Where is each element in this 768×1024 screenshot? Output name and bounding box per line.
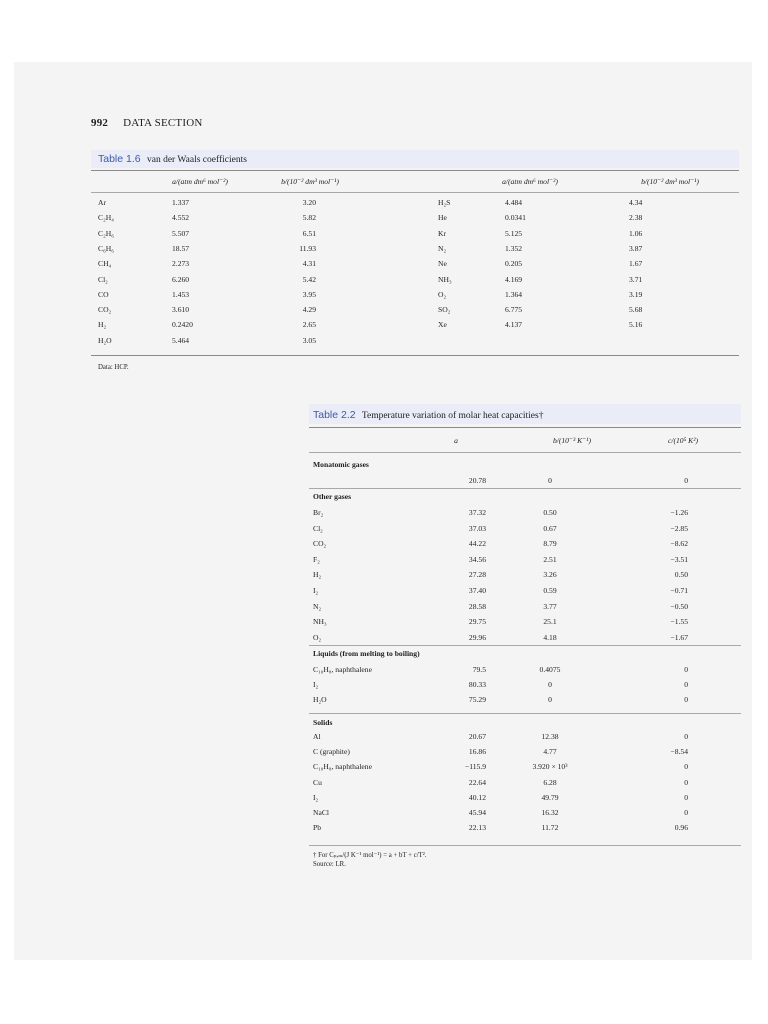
value-b: 0 bbox=[548, 680, 552, 689]
column-header-a: a bbox=[454, 436, 458, 445]
section-rule bbox=[309, 713, 741, 714]
value-c: 0 bbox=[684, 792, 688, 802]
value-b: 3.87 bbox=[629, 243, 643, 253]
value-c: 0 bbox=[684, 777, 688, 787]
table-rule bbox=[91, 170, 739, 171]
value-a: 22.64 bbox=[468, 777, 486, 787]
value-c: −8.62 bbox=[670, 539, 688, 549]
value-a: 75.29 bbox=[468, 695, 486, 704]
value-b: 4.18 bbox=[543, 632, 557, 642]
section-heading: Other gases bbox=[313, 492, 352, 501]
value-c: 0.50 bbox=[674, 570, 688, 580]
value-a: 29.75 bbox=[468, 617, 486, 627]
table-rule bbox=[91, 192, 739, 193]
value-c: 0 bbox=[684, 762, 688, 772]
value-c: 0 bbox=[684, 476, 688, 485]
substance-name: Cu bbox=[313, 777, 322, 787]
value-a: 20.67 bbox=[468, 732, 486, 741]
gas-name: Kr bbox=[438, 228, 447, 238]
gas-name: O₂ bbox=[438, 289, 447, 299]
value-a: 4.552 bbox=[172, 213, 190, 223]
table-source: Source: LR. bbox=[313, 861, 346, 868]
gas-name: H₂O bbox=[98, 335, 112, 345]
section-heading: Solids bbox=[313, 718, 333, 727]
value-c: −3.51 bbox=[670, 554, 688, 564]
value-a: 20.78 bbox=[468, 476, 486, 485]
value-a: 79.5 bbox=[472, 665, 486, 674]
gas-name: He bbox=[438, 213, 447, 223]
value-b: 0.67 bbox=[543, 523, 557, 533]
value-b: 2.65 bbox=[302, 320, 316, 330]
value-b: 2.38 bbox=[629, 213, 643, 223]
value-b: 3.77 bbox=[543, 601, 557, 611]
value-b: 3.20 bbox=[302, 198, 316, 207]
value-b: 16.32 bbox=[541, 808, 559, 817]
value-c: −1.55 bbox=[670, 617, 688, 627]
value-a: 29.96 bbox=[468, 632, 486, 642]
section-rule bbox=[309, 845, 741, 846]
gas-name: SO₂ bbox=[438, 305, 451, 315]
value-a: 1.337 bbox=[172, 198, 190, 207]
value-b: 0.59 bbox=[543, 586, 557, 595]
section-rule bbox=[309, 488, 741, 489]
value-c: −0.71 bbox=[670, 586, 688, 595]
section-heading: Monatomic gases bbox=[313, 460, 369, 469]
value-b: 12.38 bbox=[541, 732, 559, 741]
substance-name: C₁₀H₈, naphthalene bbox=[313, 665, 372, 674]
value-c: 0.96 bbox=[674, 823, 688, 833]
column-header-a: a/(atm dm⁶ mol⁻²) bbox=[172, 177, 228, 186]
gas-name: H₂ bbox=[98, 320, 107, 330]
value-c: −0.50 bbox=[670, 601, 688, 611]
table-1-6-title bbox=[98, 153, 247, 165]
value-a: 2.273 bbox=[172, 259, 190, 269]
value-b: 25.1 bbox=[543, 617, 557, 627]
value-b: 0 bbox=[548, 476, 552, 485]
value-b: 4.77 bbox=[543, 747, 557, 757]
value-b: 3.05 bbox=[302, 335, 316, 345]
value-a: 34.56 bbox=[468, 554, 486, 564]
table-caption: van der Waals coefficients bbox=[147, 155, 247, 165]
section-heading: Liquids (from melting to boiling) bbox=[313, 649, 420, 658]
value-a: 5.125 bbox=[505, 228, 523, 238]
value-c: −1.67 bbox=[670, 632, 688, 642]
gas-name: Ar bbox=[98, 198, 107, 207]
value-a: 28.58 bbox=[468, 601, 486, 611]
page-header bbox=[91, 117, 203, 129]
value-c: 0 bbox=[684, 732, 688, 741]
gas-name: Xe bbox=[438, 320, 447, 330]
substance-name: Al bbox=[313, 732, 321, 741]
value-a: 1.352 bbox=[505, 243, 523, 253]
gas-name: CO bbox=[98, 289, 109, 299]
column-header-c: c/(10⁵ K²) bbox=[667, 436, 698, 445]
value-b: 3.26 bbox=[543, 570, 557, 580]
value-a: 18.57 bbox=[172, 243, 190, 253]
substance-name: C (graphite) bbox=[313, 747, 350, 757]
value-c: 0 bbox=[684, 665, 688, 674]
value-b: 49.79 bbox=[541, 792, 559, 802]
table-rule bbox=[91, 355, 739, 356]
gas-name: C₆H₆ bbox=[98, 243, 114, 253]
value-b: 8.79 bbox=[543, 539, 557, 549]
value-b: 6.51 bbox=[302, 228, 316, 238]
value-a: 37.40 bbox=[468, 586, 486, 595]
value-a: 80.33 bbox=[468, 680, 486, 689]
gas-name: H₂S bbox=[438, 198, 451, 207]
value-c: −8.54 bbox=[670, 747, 688, 757]
value-b: 3.920 × 10³ bbox=[532, 762, 568, 772]
value-a: −115.9 bbox=[464, 762, 486, 772]
value-a: 0.0341 bbox=[505, 213, 526, 223]
value-a: 0.2420 bbox=[172, 320, 193, 330]
value-b: 11.72 bbox=[541, 823, 559, 833]
substance-name: CO₂ bbox=[313, 539, 327, 549]
substance-name: N₂ bbox=[313, 601, 322, 611]
value-c: 0 bbox=[684, 808, 688, 817]
value-b: 5.42 bbox=[302, 274, 316, 284]
gas-name: CO₂ bbox=[98, 305, 112, 315]
value-b: 3.95 bbox=[302, 289, 316, 299]
value-a: 44.22 bbox=[468, 539, 486, 549]
gas-name: Cl₂ bbox=[98, 274, 108, 284]
gas-name: CH₄ bbox=[98, 259, 112, 269]
gas-name: NH₃ bbox=[438, 274, 452, 284]
value-b: 0 bbox=[548, 695, 552, 704]
value-b: 4.31 bbox=[302, 259, 316, 269]
value-b: 5.68 bbox=[629, 305, 643, 315]
value-a: 3.610 bbox=[172, 305, 190, 315]
value-b: 4.34 bbox=[629, 198, 643, 207]
column-header-b: b/(10⁻² dm³ mol⁻¹) bbox=[641, 177, 699, 186]
substance-name: Pb bbox=[313, 823, 322, 833]
substance-name: NH₃ bbox=[313, 617, 327, 627]
value-a: 5.464 bbox=[172, 335, 190, 345]
value-b: 6.28 bbox=[543, 777, 557, 787]
substance-name: Br₂ bbox=[313, 508, 324, 517]
value-b: 4.29 bbox=[302, 305, 316, 315]
section-title: DATA SECTION bbox=[123, 117, 203, 129]
value-c: −2.85 bbox=[670, 523, 688, 533]
gas-name: C₂H₄ bbox=[98, 213, 114, 223]
gas-name: N₂ bbox=[438, 243, 447, 253]
value-a: 0.205 bbox=[505, 259, 523, 269]
substance-name: I₂ bbox=[313, 680, 319, 689]
value-a: 22.13 bbox=[468, 823, 486, 833]
value-a: 1.364 bbox=[505, 289, 523, 299]
value-b: 5.16 bbox=[629, 320, 643, 330]
page-number: 992 bbox=[91, 117, 109, 129]
value-a: 4.169 bbox=[505, 274, 523, 284]
column-header-b: b/(10⁻³ K⁻¹) bbox=[552, 436, 592, 445]
value-b: 2.51 bbox=[543, 554, 557, 564]
section-rule bbox=[309, 645, 741, 646]
value-a: 37.03 bbox=[468, 523, 486, 533]
value-c: 0 bbox=[684, 680, 688, 689]
value-b: 11.93 bbox=[299, 243, 316, 253]
value-a: 45.94 bbox=[468, 808, 486, 817]
gas-name: Ne bbox=[438, 259, 447, 269]
column-header-a: a/(atm dm⁶ mol⁻²) bbox=[502, 177, 558, 186]
value-b: 5.82 bbox=[302, 213, 316, 223]
value-b: 1.67 bbox=[629, 259, 643, 269]
substance-name: H₂O bbox=[313, 695, 327, 704]
value-a: 16.86 bbox=[468, 747, 486, 757]
gas-name: C₂H₆ bbox=[98, 228, 114, 238]
column-header-b: b/(10⁻² dm³ mol⁻¹) bbox=[281, 177, 339, 186]
value-a: 6.775 bbox=[505, 305, 523, 315]
value-a: 40.12 bbox=[468, 792, 486, 802]
table-label: Table 2.2 bbox=[313, 409, 356, 421]
value-a: 4.484 bbox=[505, 198, 523, 207]
value-a: 4.137 bbox=[505, 320, 523, 330]
table-caption: Temperature variation of molar heat capacities† bbox=[361, 411, 544, 421]
value-c: 0 bbox=[684, 695, 688, 704]
value-a: 37.32 bbox=[468, 508, 486, 517]
table-2-2-title bbox=[313, 409, 543, 421]
value-b: 1.06 bbox=[629, 228, 643, 238]
value-a: 27.28 bbox=[468, 570, 486, 580]
substance-name: NaCl bbox=[313, 808, 330, 817]
table-label: Table 1.6 bbox=[98, 153, 141, 165]
value-b: 0.50 bbox=[543, 508, 557, 517]
substance-name: C₁₀H₈, naphthalene bbox=[313, 762, 372, 772]
value-a: 5.507 bbox=[172, 228, 190, 238]
value-b: 3.71 bbox=[629, 274, 643, 284]
table-rule bbox=[309, 452, 741, 453]
value-b: 3.19 bbox=[629, 289, 643, 299]
value-c: −1.26 bbox=[670, 508, 688, 517]
substance-name: Cl₂ bbox=[313, 523, 323, 533]
substance-name: I₂ bbox=[313, 586, 319, 595]
value-a: 1.453 bbox=[172, 289, 190, 299]
table-footnote: † For Cₚ,ₘ/(J K⁻¹ mol⁻¹) = a + bT + c/T². bbox=[313, 852, 427, 859]
value-b: 0.4075 bbox=[539, 665, 561, 674]
substance-name: I₂ bbox=[313, 792, 319, 802]
substance-name: F₂ bbox=[313, 554, 320, 564]
table-rule bbox=[309, 427, 741, 428]
substance-name: O₂ bbox=[313, 632, 322, 642]
value-a: 6.260 bbox=[172, 274, 190, 284]
table-source: Data: HCP. bbox=[98, 364, 129, 371]
substance-name: H₂ bbox=[313, 570, 322, 580]
